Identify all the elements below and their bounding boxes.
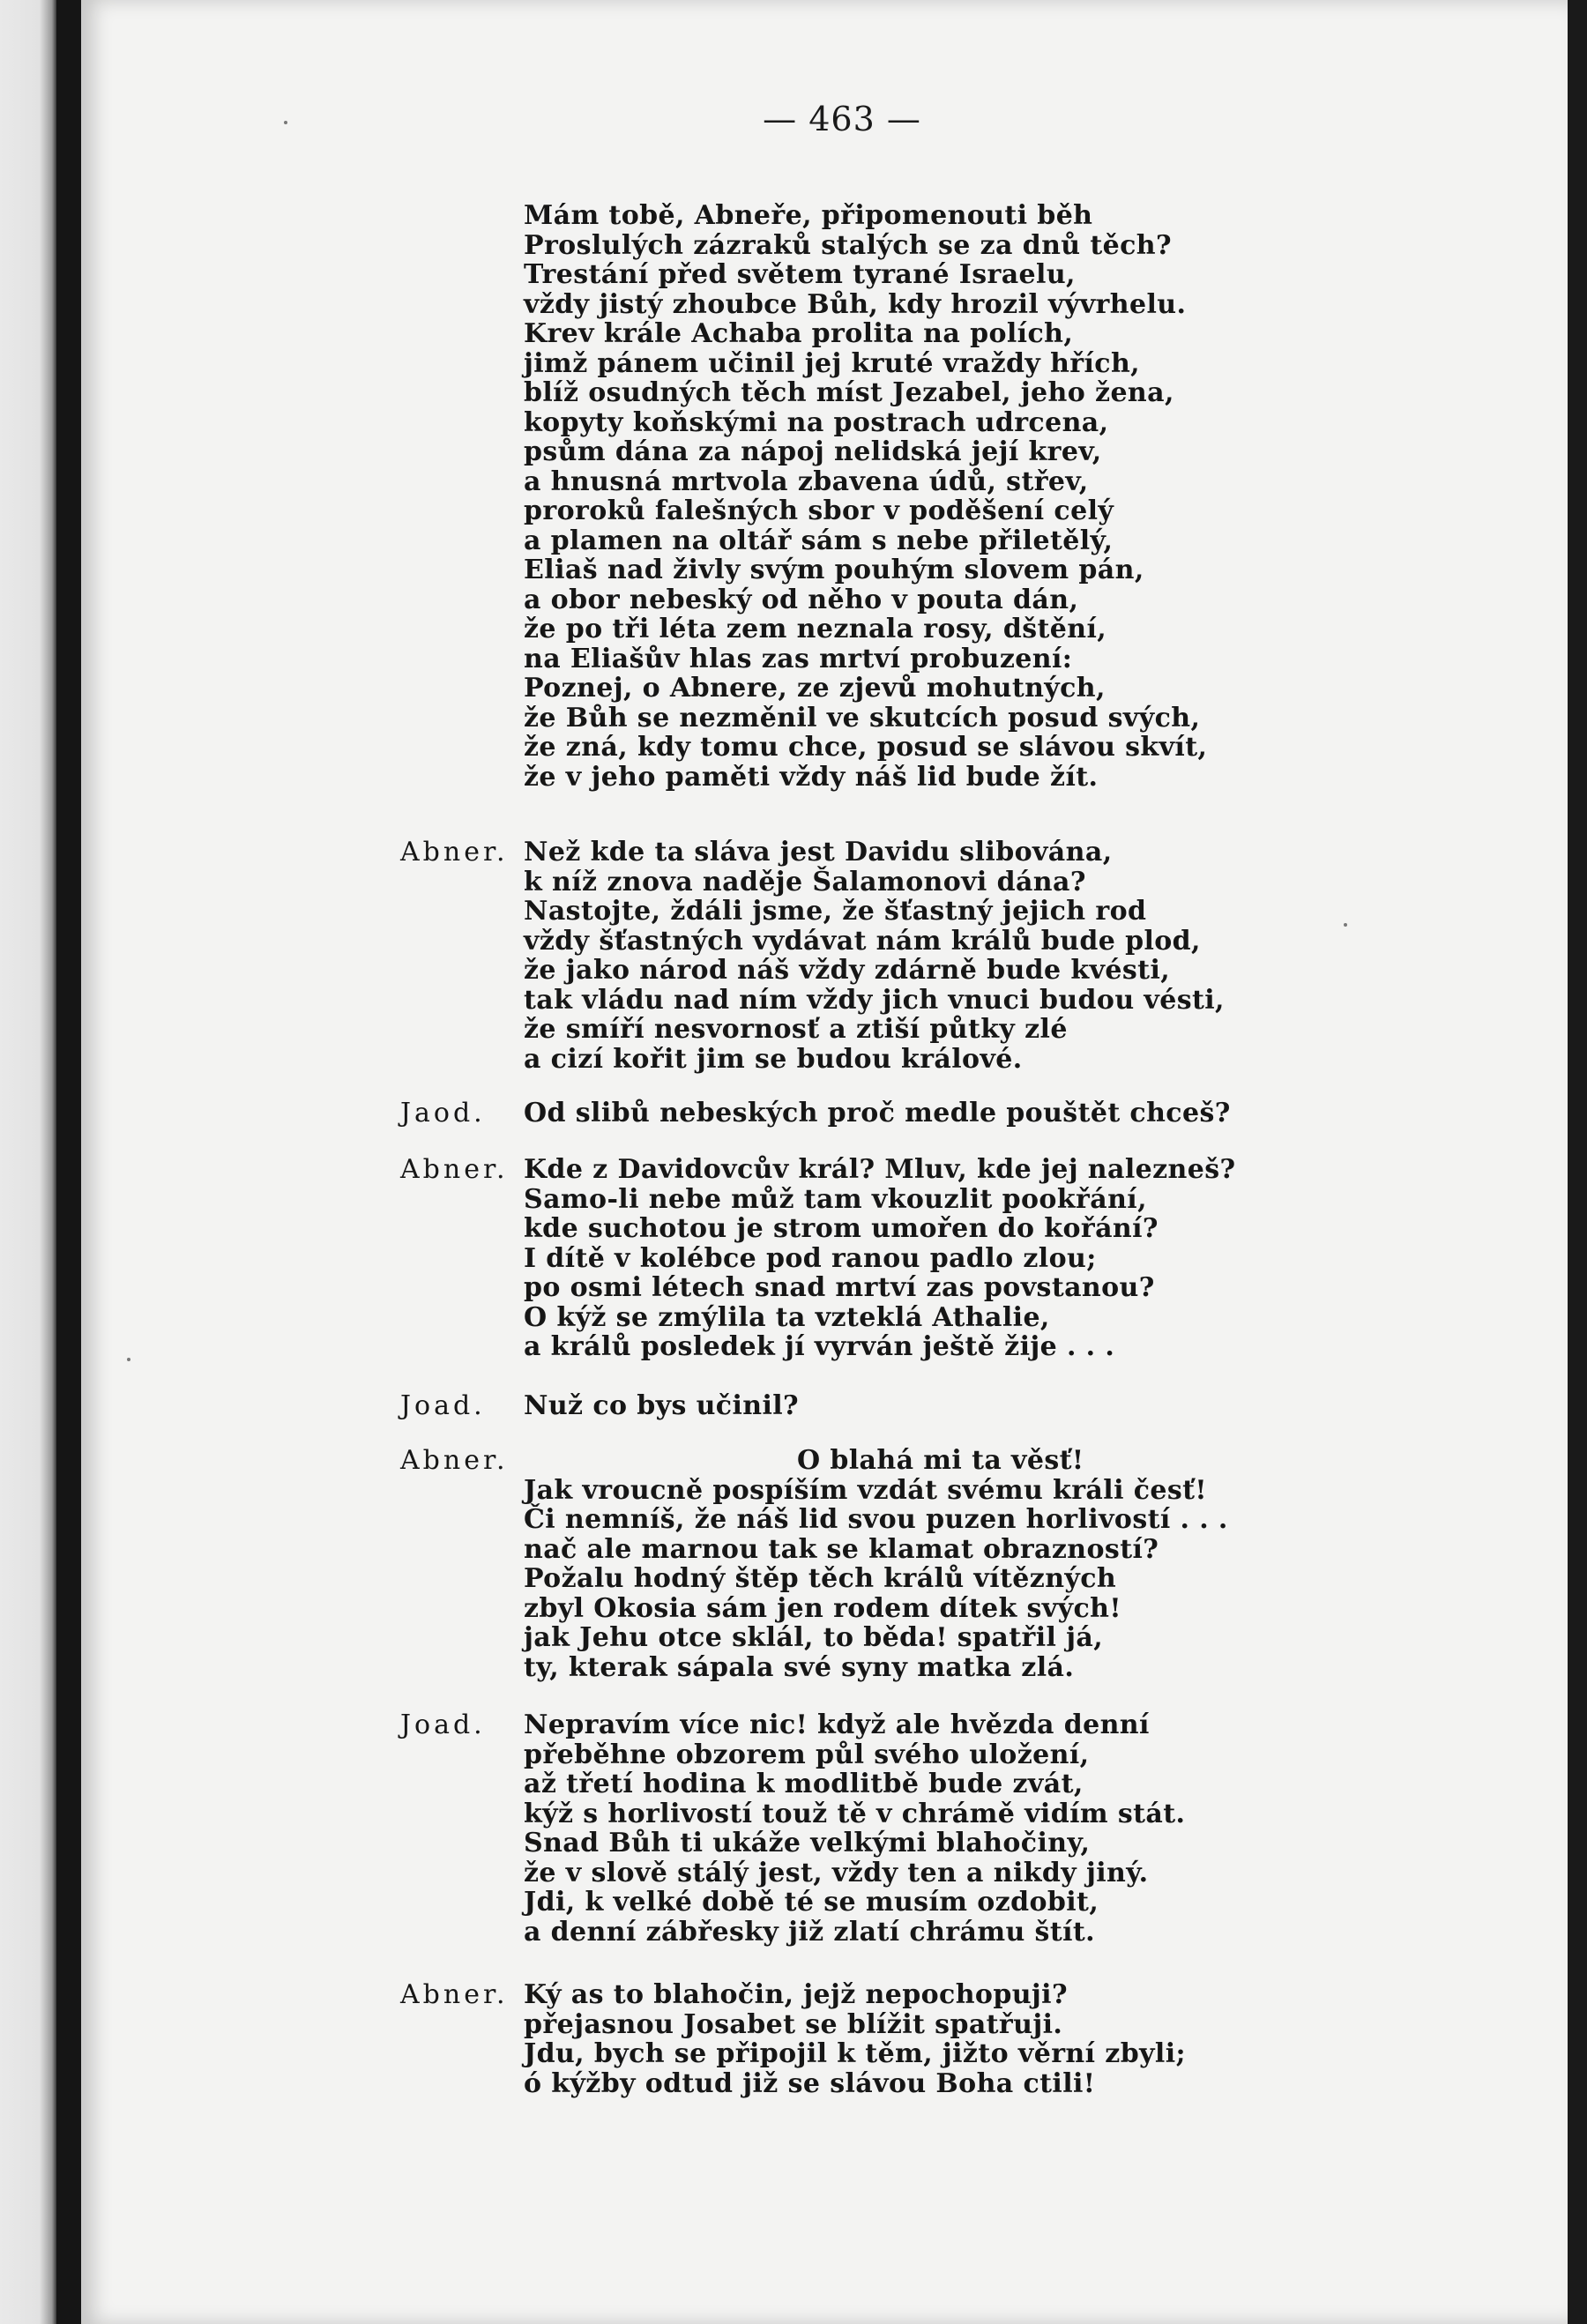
- verse-line: Poznej, o Abnere, ze zjevů mohutných,: [524, 673, 1106, 704]
- verse-lines: [524, 838, 1587, 1074]
- verse-line: blíž osudných těch míst Jezabel, jeho žena,: [524, 377, 1174, 408]
- verse-line: jak Jehu otce sklál, to běda! spatřil já,: [524, 1622, 1104, 1653]
- verse-lines: [524, 1710, 1587, 1947]
- verse-line: a obor nebeský od něho v pouta dán,: [524, 584, 1079, 615]
- verse-line: Jak vroucně pospíším vzdát svému králi česť!: [524, 1474, 1207, 1506]
- verse-line: že po tři léta zem neznala rosy, dštění,: [524, 614, 1107, 644]
- verse-lines: [524, 1155, 1587, 1362]
- verse-lines: [524, 1980, 1587, 2098]
- verse-line: a cizí kořit jim se budou králové.: [524, 1043, 1023, 1075]
- book-page: [81, 0, 1568, 2324]
- verse-lines: [524, 201, 1587, 792]
- verse-line: že v slově stálý jest, vždy ten a nikdy jiný.: [524, 1857, 1149, 1888]
- verse-line: zbyl Okosia sám jen rodem dítek svých!: [524, 1592, 1121, 1624]
- verse-line: na Eliašův hlas zas mrtví probuzení:: [524, 643, 1073, 674]
- verse-lines: [524, 1391, 1587, 1421]
- book-gutter: [56, 0, 81, 2324]
- verse-line: Nuž co bys učinil?: [524, 1390, 800, 1421]
- verse-line: Jdu, bych se připojil k těm, jižto věrní zbyli;: [524, 2038, 1186, 2069]
- verse-line: kde suchotou je strom umořen do kořání?: [524, 1213, 1159, 1244]
- speaker-name: Joad.: [400, 1709, 486, 1740]
- verse-line: kýž s horlivostí touž tě v chrámě vidím stát.: [524, 1798, 1186, 1829]
- verse-line: že smíří nesvornosť a ztiší půtky zlé: [524, 1014, 1068, 1045]
- verse-line: Kde z Davidovcův král? Mluv, kde jej nalezneš?: [524, 1154, 1236, 1185]
- verse-line: přeběhne obzorem půl svého uložení,: [524, 1739, 1090, 1770]
- verse-line: vždy jistý zhoubce Bůh, kdy hrozil vývrhelu.: [524, 288, 1187, 320]
- verse-line: že v jeho paměti vždy náš lid bude žít.: [524, 761, 1099, 793]
- verse-line: Trestání před světem tyrané Israelu,: [524, 259, 1076, 290]
- verse-line: Ký as to blahočin, jejž nepochopuji?: [524, 1979, 1068, 2010]
- verse-line: Nepravím více nic! když ale hvězda denní: [524, 1709, 1150, 1740]
- verse-line: ó kýžby odtud již se slávou Boha ctili!: [524, 2067, 1096, 2099]
- scan-right-edge: [1568, 0, 1587, 2324]
- verse-line: až třetí hodina k modlitbě bude zvát,: [524, 1769, 1084, 1799]
- verse-line: proroků falešných sbor v poděšení celý: [524, 495, 1114, 526]
- verse-line: O kýž se zmýlila ta vzteklá Athalie,: [524, 1301, 1050, 1333]
- print-speck: [1344, 923, 1347, 927]
- verse-line: Jdi, k velké době té se musím ozdobit,: [524, 1887, 1099, 1918]
- verse-line: O blahá mi ta věsť!: [797, 1445, 1084, 1476]
- speaker-name: Abner.: [400, 837, 509, 868]
- verse-line: a hnusná mrtvola zbavena údů, střev,: [524, 466, 1089, 497]
- verse-line: nač ale marnou tak se klamat obrazností?: [524, 1533, 1159, 1565]
- verse-line: tak vládu nad ním vždy jich vnuci budou vésti,: [524, 984, 1225, 1016]
- speaker-name: Abner.: [400, 1154, 509, 1185]
- print-speck: [284, 121, 287, 124]
- verse-line: Od slibů nebeských proč medle pouštět chceš?: [524, 1098, 1231, 1128]
- verse-line: vždy šťastných vydávat nám králů bude plod,: [524, 925, 1201, 957]
- page-number: — 463 —: [763, 100, 921, 138]
- verse-line: po osmi létech snad mrtví zas povstanou?: [524, 1272, 1155, 1303]
- verse-line: Krev krále Achaba prolita na polích,: [524, 318, 1074, 349]
- verse-line: k níž znova naděje Šalamonovi dána?: [524, 866, 1086, 898]
- verse-line: Proslulých zázraků stalých se za dnů těch?: [524, 229, 1172, 261]
- verse-line: kopyty koňskými na postrach udrcena,: [524, 406, 1109, 438]
- verse-line: že Bůh se nezměnil ve skutcích posud svých,: [524, 702, 1201, 734]
- verse-line: a králů posledek jí vyrván ještě žije . . .: [524, 1331, 1115, 1362]
- verse-line: Požalu hodný štěp těch králů vítězných: [524, 1563, 1117, 1594]
- verse-line: a denní zábřesky již zlatí chrámu štít.: [524, 1916, 1095, 1948]
- verse-line: že jako národ náš vždy zdárně bude kvésti,: [524, 955, 1171, 986]
- speaker-name: Abner.: [400, 1445, 509, 1476]
- verse-line: Mám tobě, Abneře, připomenouti běh: [524, 200, 1093, 231]
- verse-line: Nastojte, ždáli jsme, že šťastný jejich rod: [524, 896, 1147, 927]
- verse-line: že zná, kdy tomu chce, posud se slávou skvít,: [524, 732, 1208, 763]
- speaker-name: Jaod.: [400, 1098, 486, 1128]
- verse-line: psům dána za nápoj nelidská její krev,: [524, 436, 1102, 467]
- speaker-name: Abner.: [400, 1979, 509, 2010]
- verse-line: jimž pánem učinil jej kruté vraždy hřích,: [524, 347, 1141, 379]
- verse-line: ty, kterak sápala své syny matka zlá.: [524, 1651, 1075, 1683]
- speaker-name: Joad.: [400, 1390, 486, 1421]
- verse-line: Či nemníš, že náš lid svou puzen horlivostí . . .: [524, 1504, 1228, 1535]
- verse-line: I dítě v kolébce pod ranou padlo zlou;: [524, 1242, 1097, 1274]
- verse-lines: [524, 1099, 1587, 1128]
- print-speck: [127, 1358, 130, 1361]
- verse-line: Snad Bůh ti ukáže velkými blahočiny,: [524, 1828, 1091, 1858]
- verse-line: Samo-li nebe můž tam vkouzlit pookřání,: [524, 1183, 1147, 1215]
- verse-lines: [524, 1446, 1587, 1682]
- verse-line: Než kde ta sláva jest Davidu slibována,: [524, 837, 1113, 868]
- verse-line: a plamen na oltář sám s nebe přiletělý,: [524, 525, 1114, 556]
- verse-line: přejasnou Josabet se blížit spatřuji.: [524, 2008, 1063, 2040]
- verse-line: Eliaš nad živly svým pouhým slovem pán,: [524, 555, 1144, 585]
- adjacent-page-edge: [0, 0, 56, 2324]
